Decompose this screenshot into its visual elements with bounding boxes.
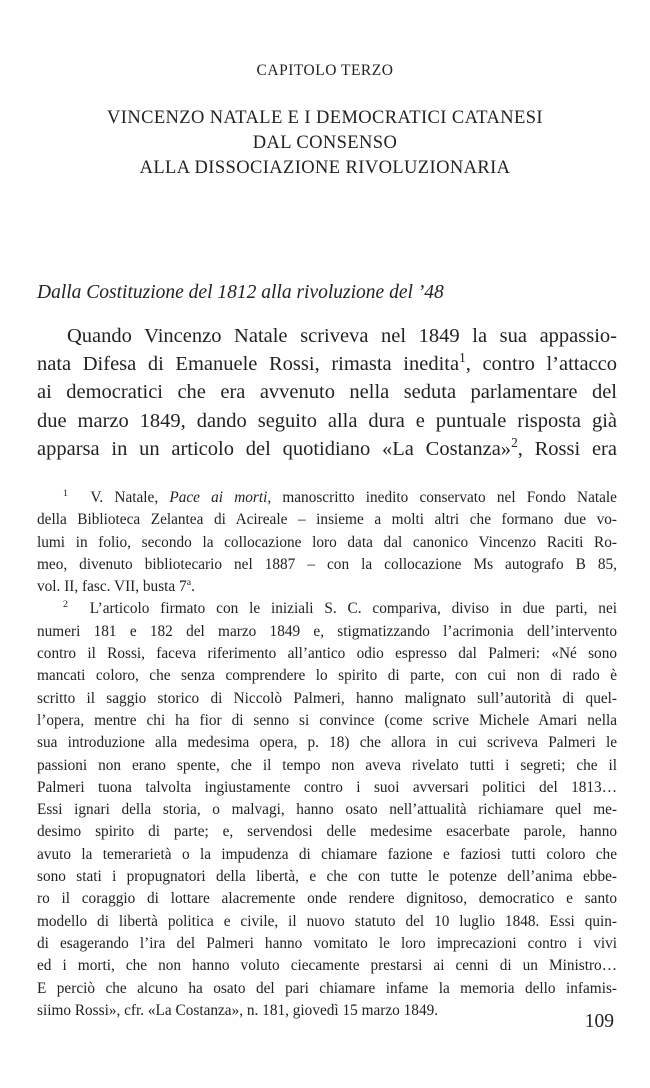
chapter-title-line: ALLA DISSOCIAZIONE RIVOLUZIONARIA bbox=[139, 158, 511, 178]
footnote-text: L’articolo firmato con le iniziali S. C. compariva, diviso in due parti, nei bbox=[89, 600, 617, 618]
footnote-sup: a bbox=[186, 577, 192, 589]
footnote-2-line: desimo spirito di parte; e, servendosi delle medesime esacerbate parole, hanno bbox=[37, 823, 617, 841]
body-line: Quando Vincenzo Natale scriveva nel 1849 la sua appassio- bbox=[67, 325, 617, 347]
footnote-2-line: Essi ignari della storia, o malvagi, hanno osato nell’attualità richiamare quel me- bbox=[37, 801, 617, 819]
footnote-2-line: E perciò che alcuno ha osato del pari chiamare infame la memoria dello infamis- bbox=[37, 979, 617, 997]
footnote-text: . bbox=[191, 578, 195, 596]
body-text-span: , Rossi era bbox=[517, 437, 617, 460]
footnote-2-line: ro il coraggio di lottare alacremente onde rendere dignitoso, democratico e santo bbox=[37, 890, 617, 908]
footnote-1-line: lumi in folio, secondo la collocazione loro data dal canonico Vincenzo Raciti Ro- bbox=[37, 533, 617, 551]
footnote-text: vol. II, fasc. VII, busta 7 bbox=[37, 578, 187, 596]
footnote-number: 2 bbox=[63, 599, 68, 611]
body-text-span: nata Difesa di Emanuele Rossi, rimasta inedita bbox=[37, 353, 460, 376]
footnote-ref-2: 2 bbox=[511, 434, 518, 450]
footnote-italic-title: Pace ai morti bbox=[169, 489, 268, 506]
footnote-2-line: numeri 181 e 182 del marzo 1849 e, stigmatizzando l’acrimonia dell’intervento bbox=[37, 622, 617, 640]
page-number: 109 bbox=[584, 1011, 614, 1032]
footnote-2-line: siimo Rossi», cfr. «La Costanza», n. 181, giovedì 15 marzo 1849. bbox=[37, 1001, 439, 1019]
body-line bbox=[37, 350, 617, 378]
footnote-2-line: passioni non erano spente, che il tempo non aveva rivelato tutti i segreti; che il bbox=[37, 756, 617, 774]
footnote-number: 1 bbox=[63, 487, 68, 499]
footnotes bbox=[37, 487, 617, 1022]
chapter-title-line: DAL CONSENSO bbox=[252, 133, 398, 153]
footnote-text: V. Natale, bbox=[90, 489, 170, 506]
body-text-span: apparsa in un articolo del quotidiano «La Costanza» bbox=[37, 437, 512, 460]
footnote-text: , manoscritto inedito conservato nel Fondo Natale bbox=[267, 489, 617, 506]
footnote-2-line: di esagerando l’ira del Palmeri hanno vomitato le loro imprecazioni contro i vivi bbox=[37, 934, 617, 952]
footnote-2-line: Palmeri tuona talvolta ingiustamente contro i suoi avversari politici del 1813… bbox=[37, 778, 617, 796]
footnote-ref-1: 1 bbox=[459, 350, 466, 366]
body-line: ai democratici che era avvenuto nella seduta parlamentare del bbox=[37, 381, 617, 404]
footnote-2-line: mancati coloro, che senza comprendere lo spirito di parte, con cui non di rado è bbox=[37, 667, 617, 685]
chapter-label: CAPITOLO TERZO bbox=[256, 62, 394, 79]
footnote-2-line: sua introduzione alla medesima opera, p. 18) che allora in cui scriveva Palmeri le bbox=[37, 734, 617, 752]
footnote-1-line: della Biblioteca Zelantea di Acireale – insieme a molti altri che formano due vo- bbox=[37, 511, 617, 529]
footnote-1-line bbox=[37, 487, 617, 509]
footnote-2-line bbox=[37, 598, 617, 620]
footnote-2-line: l’opera, mentre chi ha fior di senno si convince (come scrive Michele Amari nella bbox=[37, 711, 617, 729]
chapter-title bbox=[0, 106, 650, 181]
footnote-2-line: modello di libertà politica e civile, il nuovo statuto del 10 luglio 1848. Essi quin- bbox=[37, 912, 617, 930]
chapter-title-line: VINCENZO NATALE E I DEMOCRATICI CATANESI bbox=[107, 108, 543, 128]
footnote-1-line: meo, divenuto bibliotecario nel 1887 – con la collocazione Ms autografo B 85, bbox=[37, 555, 617, 573]
section-heading: Dalla Costituzione del 1812 alla rivoluzione del ’48 bbox=[37, 282, 444, 303]
footnote-2-line: contro il Rossi, faceva riferimento all’antico odio espresso dal Palmeri: «Né sono bbox=[37, 645, 617, 663]
footnote-2-line: scritto il saggio storico di Niccolò Palmeri, hanno malignato sull’autorità di quel- bbox=[37, 689, 617, 707]
footnote-1-line bbox=[37, 576, 617, 598]
body-line bbox=[37, 435, 617, 463]
body-paragraph bbox=[37, 322, 617, 463]
footnote-2-line: sono stati i propugnatori della libertà, e che con tutte le potenze dell’anima ebbe- bbox=[37, 868, 617, 886]
body-line: due marzo 1849, dando seguito alla dura e puntuale risposta già bbox=[37, 409, 617, 432]
footnote-2-line: ed i morti, che non hanno voluto ciecamente prestarsi ai cenni di un Ministro… bbox=[37, 957, 617, 975]
footnote-2-line: avuto la temerarietà o la impudenza di chiamare fazione e faziosi tutti coloro che bbox=[37, 845, 617, 863]
body-text-span: , contro l’attacco bbox=[465, 353, 618, 376]
